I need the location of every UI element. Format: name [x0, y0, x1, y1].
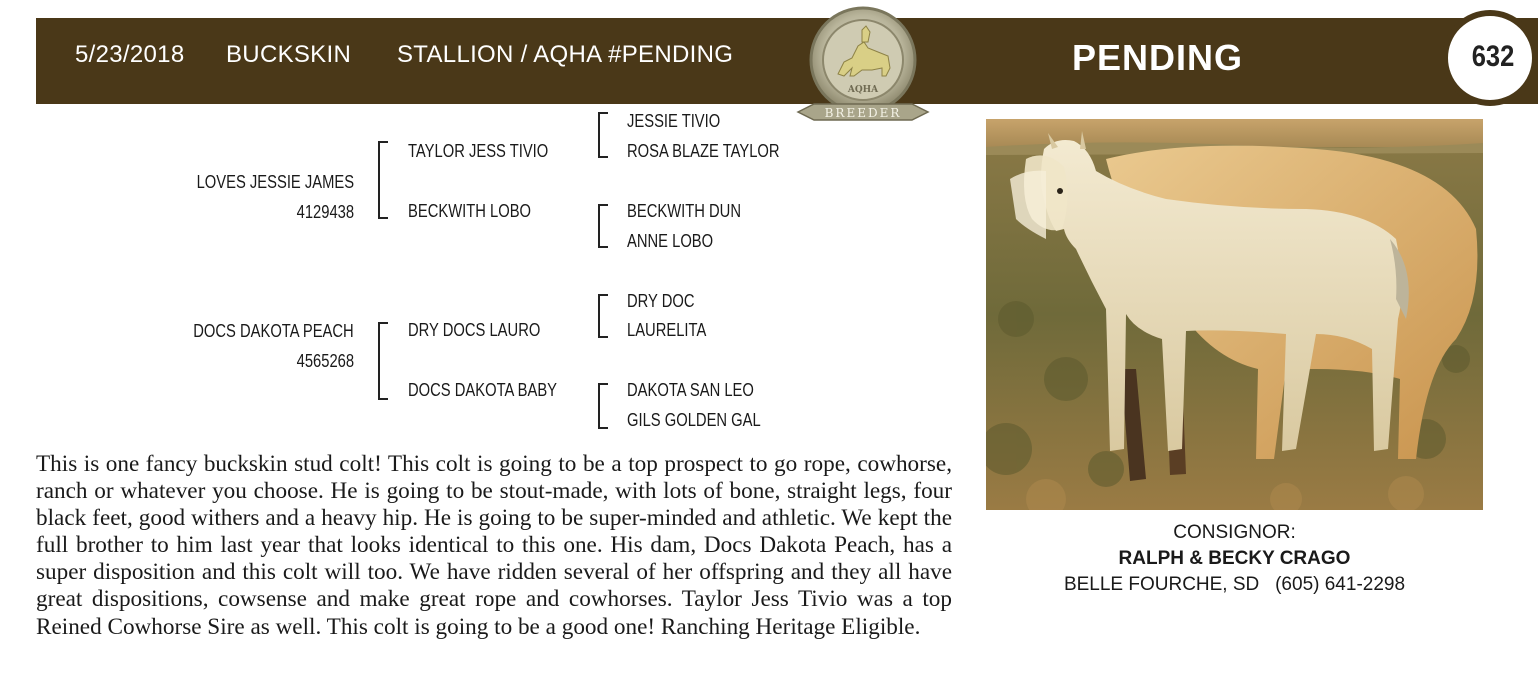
sire-sire: TAYLOR JESS TIVIO: [408, 141, 549, 161]
dam-dam-dam: GILS GOLDEN GAL: [627, 410, 761, 430]
sire-sire-dam: ROSA BLAZE TAYLOR: [627, 141, 780, 161]
consignor-contact: [986, 574, 1483, 596]
horse-description: This is one fancy buckskin stud colt! This colt is going to be a top prospect to go rope, cowhorse, ranch or whatever you choose. He is going to be stout-made, with lots of bone, straight legs, four black feet, good withers and a heavy hip. He is going to be super-minded and athletic. We kept the full brother to him last year that looks identical to this one. His dam, Docs Dakota Peach, has a super disposition and this colt will too. We have ridden several of her offspring and they all have great dispositions, cowsense and make great rope and cowhorses. Taylor Jess Tivio was a top Reined Cowhorse Sire as well. This colt is going to be a good one! Ranching Heritage Eligible.: [36, 451, 952, 640]
consignor-label: CONSIGNOR:: [1173, 522, 1296, 543]
sire-dam-bracket: [598, 204, 608, 248]
sire-dam-dam: ANNE LOBO: [627, 231, 714, 251]
breeder-badge-logo: [792, 4, 934, 142]
sire-registration: 4129438: [296, 202, 354, 222]
consignor-phone: (605) 641-2298: [1275, 574, 1406, 595]
badge-label: BREEDER: [824, 106, 902, 120]
dam-name: DOCS DAKOTA PEACH: [193, 321, 354, 341]
sex-registry: STALLION / AQHA #PENDING: [397, 41, 734, 68]
sire-name: LOVES JESSIE JAMES: [196, 172, 354, 192]
horse-name: PENDING: [1072, 37, 1244, 78]
sire-sire-bracket: [598, 112, 608, 158]
consignor-name: RALPH & BECKY CRAGO: [1118, 548, 1351, 569]
dam-dam: DOCS DAKOTA BABY: [408, 380, 558, 400]
sire-dam: BECKWITH LOBO: [408, 201, 532, 221]
dam-sire-bracket: [598, 294, 608, 338]
dam-sire-sire: DRY DOC: [627, 291, 695, 311]
dam-dam-bracket: [598, 383, 608, 429]
lot-number: 632: [1471, 40, 1515, 73]
sire-dam-sire: BECKWITH DUN: [627, 201, 741, 221]
sale-date: 5/23/2018: [75, 41, 185, 68]
horse-color: BUCKSKIN: [226, 41, 352, 68]
dam-dam-sire: DAKOTA SAN LEO: [627, 380, 754, 400]
consignor-location: BELLE FOURCHE, SD: [1063, 574, 1260, 595]
dam-bracket: [378, 322, 388, 400]
sire-sire-sire: JESSIE TIVIO: [627, 111, 721, 131]
dam-sire-dam: LAURELITA: [627, 320, 707, 340]
svg-text:AQHA: AQHA: [847, 85, 879, 95]
horse-photo: [986, 119, 1483, 510]
dam-registration: 4565268: [296, 351, 354, 371]
dam-sire: DRY DOCS LAURO: [408, 320, 541, 340]
sire-bracket: [378, 141, 388, 219]
